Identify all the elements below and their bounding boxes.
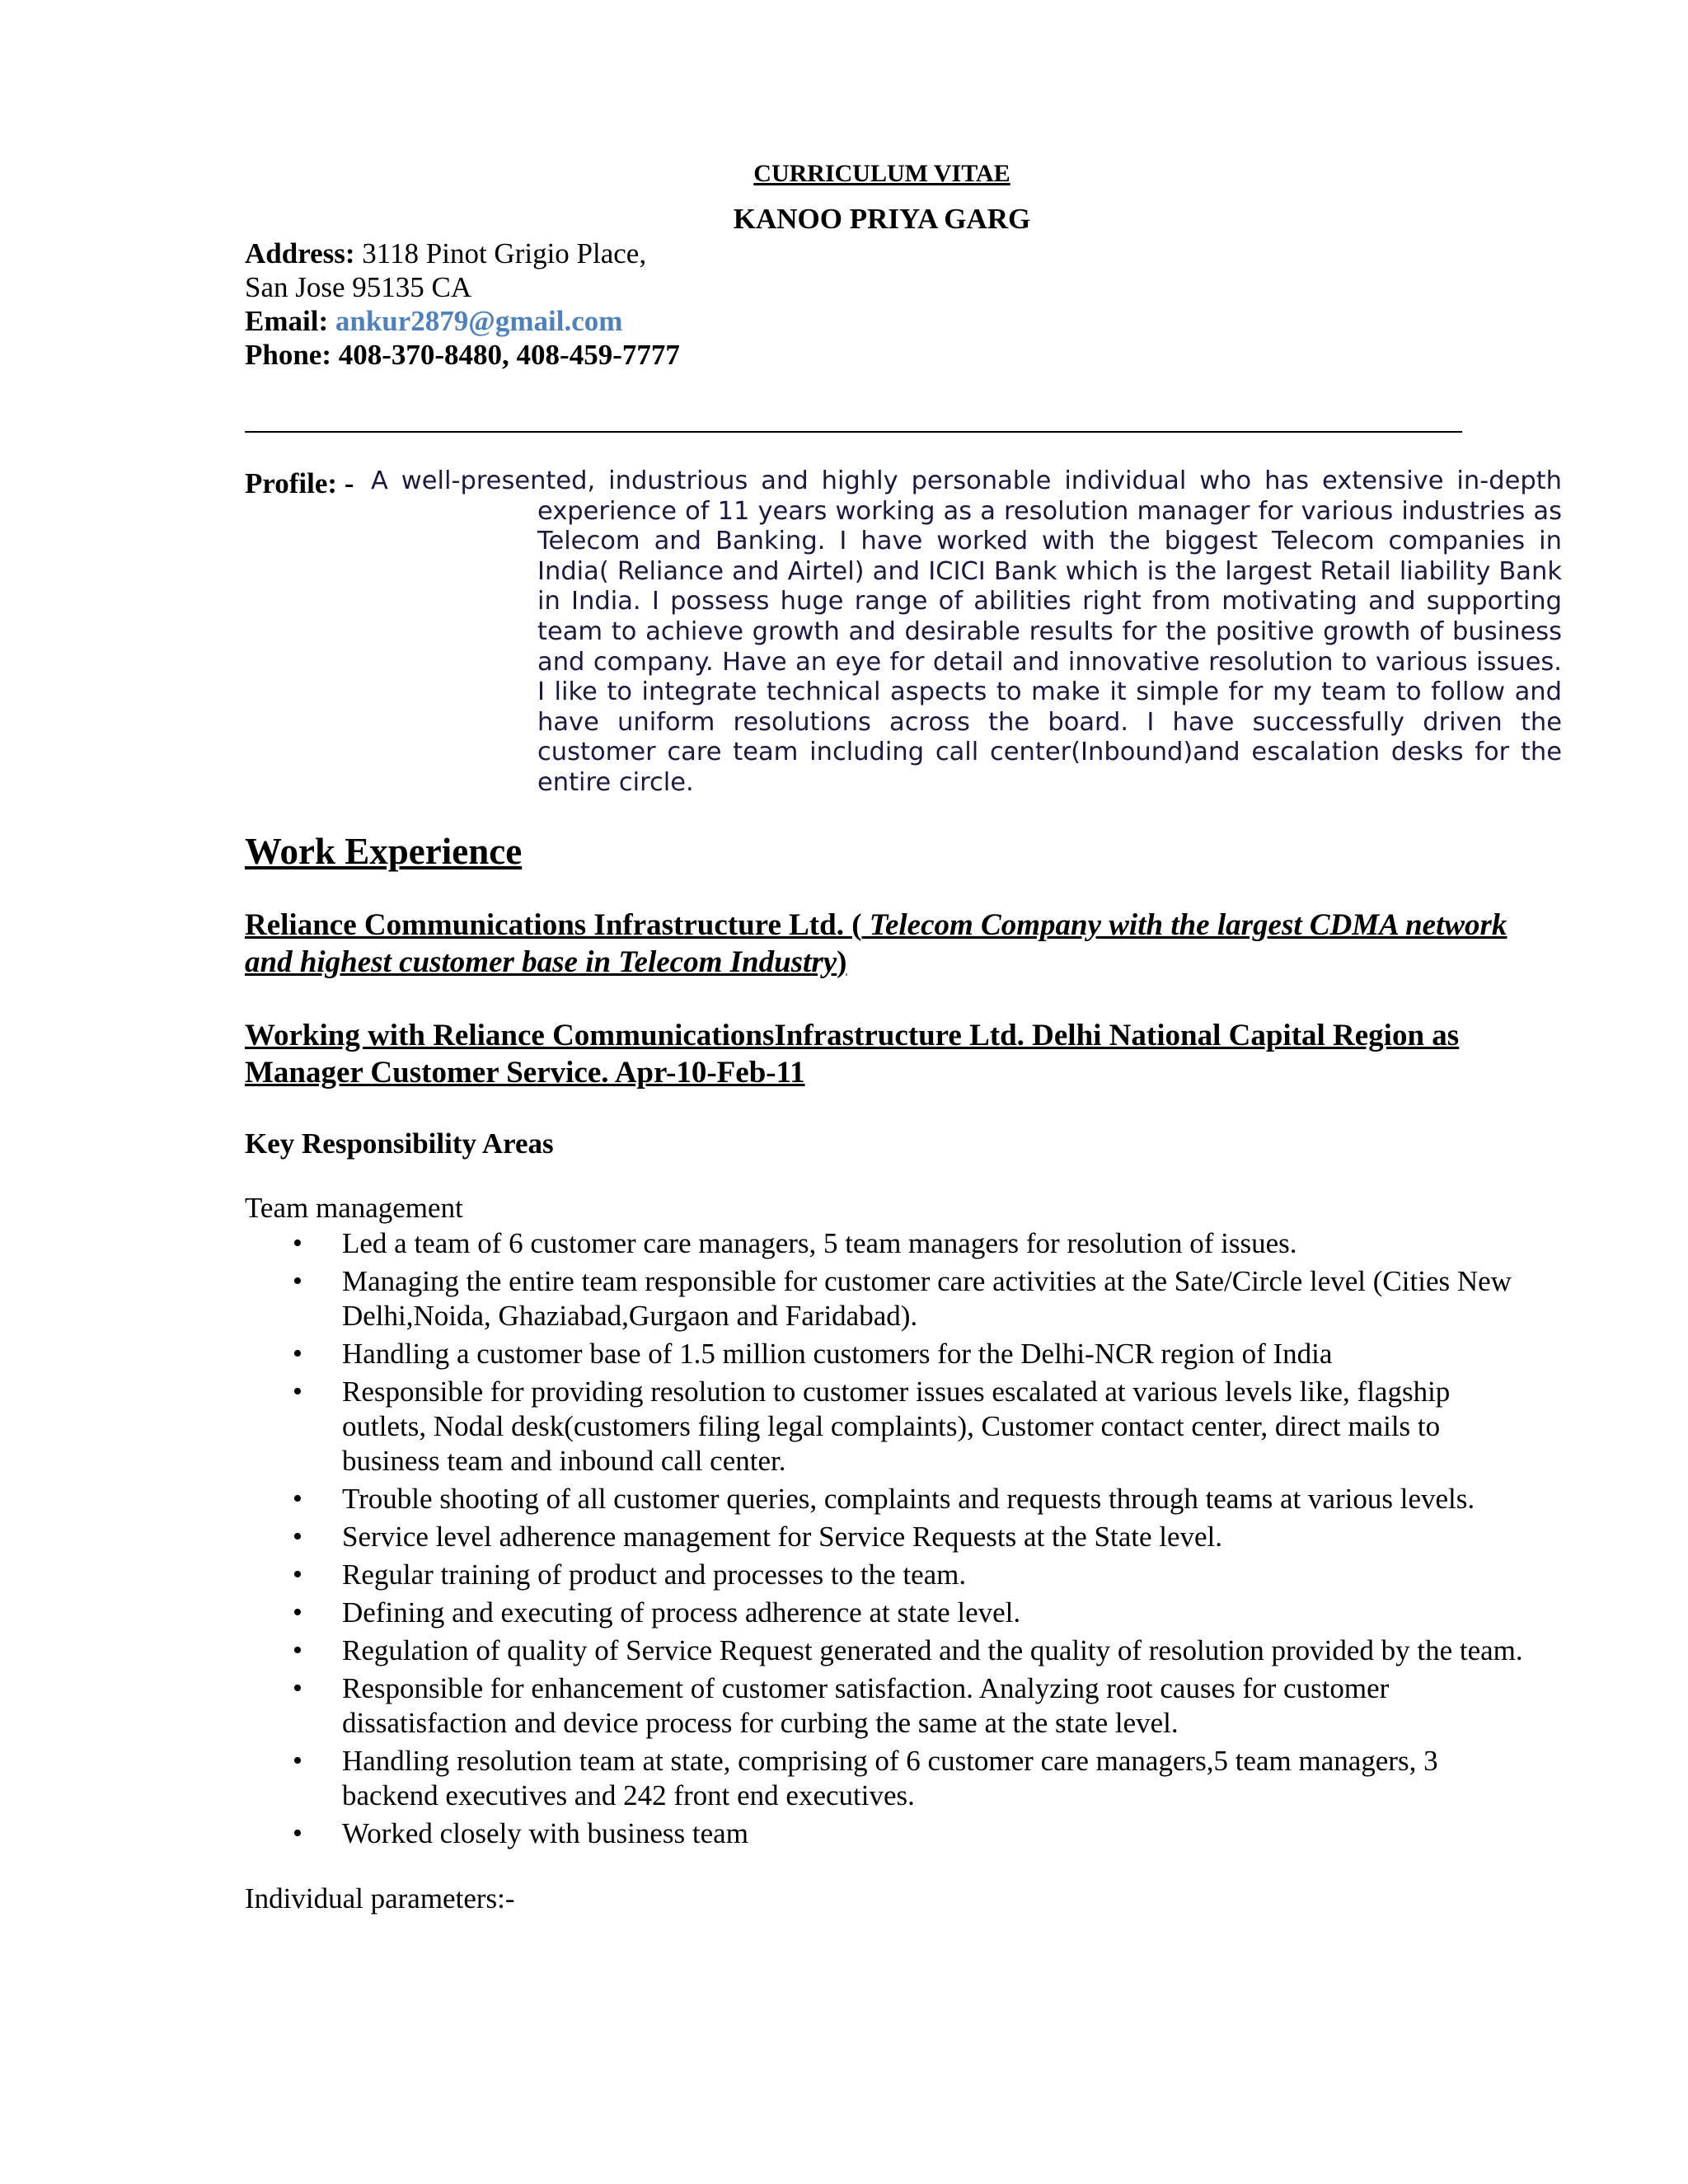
profile-first-line xyxy=(245,466,1562,497)
list-item xyxy=(293,1633,1529,1668)
profile-body: experience of 11 years working as a resolution manager for various industries as Telecom and Banking. I have worked with the biggest Telecom companies in India( Reliance and Airtel) and ICICI Bank which is the largest Retail liability Bank in India. I possess huge range of abilities right from motivating and supporting team to achieve growth and desirable results for the positive growth of business and company. Have an eye for detail and innovative resolution to various issues. I like to integrate technical aspects to make it simple for my team to follow and have uniform resolutions across the board. I have successfully driven the customer care team including call center(Inbound)and escalation desks for the entire circle. xyxy=(537,496,1562,797)
phone-value: 408-370-8480, 408-459-7777 xyxy=(338,339,680,371)
bullet-glyph: • xyxy=(293,1521,302,1552)
list-item-text: Service level adherence management for Service Requests at the State level. xyxy=(342,1521,1223,1553)
profile-summary xyxy=(245,466,1562,799)
bullet-glyph: • xyxy=(293,1228,302,1258)
address-value-1: 3118 Pinot Grigio Place, xyxy=(362,237,647,269)
list-item-text: Regulation of quality of Service Request generated and the quality of resolution provided by the team. xyxy=(342,1634,1523,1666)
role-heading: Working with Reliance CommunicationsInfrastructure Ltd. Delhi National Capital Region as Manager Customer Service. Apr-10-Feb-11 xyxy=(245,1019,1460,1090)
email-link[interactable]: ankur2879@gmail.com xyxy=(335,305,623,337)
bullet-glyph: • xyxy=(293,1597,302,1628)
individual-parameters-label: Individual parameters:- xyxy=(245,1882,515,1915)
team-management-label: Team management xyxy=(245,1192,463,1224)
list-item xyxy=(293,1482,1529,1516)
profile-label: Profile: - xyxy=(245,467,354,499)
bullet-glyph: • xyxy=(293,1483,302,1514)
list-item-text: Regular training of product and processes to the team. xyxy=(342,1558,967,1591)
company-close-paren: ) xyxy=(837,945,847,979)
list-item-text: Managing the entire team responsible for customer care activities at the Sate/Circle level (Cities New Delhi,Noida, Ghaziabad,Gurgaon and Faridabad). xyxy=(342,1265,1512,1332)
bullet-glyph: • xyxy=(293,1338,302,1369)
profile-first-line-text: A well-presented, industrious and highly personable individual who has extensive in-depth xyxy=(371,466,1562,495)
bullet-glyph: • xyxy=(293,1266,302,1296)
list-item xyxy=(293,1226,1529,1261)
list-item-text: Defining and executing of process adherence at state level. xyxy=(342,1596,1021,1629)
responsibility-list xyxy=(293,1226,1529,1854)
bullet-glyph: • xyxy=(293,1559,302,1590)
contact-block xyxy=(245,237,680,372)
address-line-1 xyxy=(245,237,680,270)
address-label: Address: xyxy=(245,237,355,269)
candidate-name: KANOO PRIYA GARG xyxy=(733,203,1031,235)
email-line xyxy=(245,304,680,338)
bullet-glyph: • xyxy=(293,1818,302,1849)
bullet-glyph: • xyxy=(293,1635,302,1666)
work-experience-heading: Work Experience xyxy=(245,831,523,872)
list-item-text: Responsible for enhancement of customer satisfaction. Analyzing root causes for customer dissatisfaction and device process for curbing the same at the state level. xyxy=(342,1672,1390,1739)
list-item xyxy=(293,1744,1529,1813)
list-item xyxy=(293,1337,1529,1371)
company-name: Reliance Communications Infrastructure Ltd. ( xyxy=(245,908,862,942)
kra-heading: Key Responsibility Areas xyxy=(245,1127,554,1160)
bullet-glyph: • xyxy=(293,1746,302,1776)
list-item-text: Led a team of 6 customer care managers, 5 team managers for resolution of issues. xyxy=(342,1227,1297,1259)
document-title: CURRICULUM VITAE xyxy=(753,160,1010,187)
horizontal-divider xyxy=(245,431,1462,433)
phone-label: Phone: xyxy=(245,339,331,371)
list-item xyxy=(293,1596,1529,1630)
company-heading xyxy=(245,907,1531,981)
bullet-glyph: • xyxy=(293,1673,302,1704)
list-item xyxy=(293,1264,1529,1333)
list-item-text: Handling resolution team at state, comprising of 6 customer care managers,5 team managers, 3 backend executives and 242 front end executives. xyxy=(342,1745,1438,1811)
list-item xyxy=(293,1816,1529,1851)
list-item-text: Trouble shooting of all customer queries, complaints and requests through teams at various levels. xyxy=(342,1483,1475,1515)
list-item xyxy=(293,1558,1529,1592)
list-item xyxy=(293,1671,1529,1741)
company-description: Telecom Company with the largest CDMA network and highest customer base in Telecom Industry xyxy=(245,908,1507,979)
bullet-glyph: • xyxy=(293,1376,302,1407)
address-line-2: San Jose 95135 CA xyxy=(245,271,472,303)
phone-line xyxy=(245,338,680,372)
list-item-text: Responsible for providing resolution to customer issues escalated at various levels like, flagship outlets, Nodal desk(customers filing legal complaints), Customer contact center, direct mails to business team and inbound call center. xyxy=(342,1376,1451,1477)
list-item xyxy=(293,1520,1529,1554)
list-item-text: Worked closely with business team xyxy=(342,1817,748,1849)
email-label: Email: xyxy=(245,305,329,337)
list-item-text: Handling a customer base of 1.5 million customers for the Delhi-NCR region of India xyxy=(342,1338,1333,1370)
list-item xyxy=(293,1375,1529,1479)
